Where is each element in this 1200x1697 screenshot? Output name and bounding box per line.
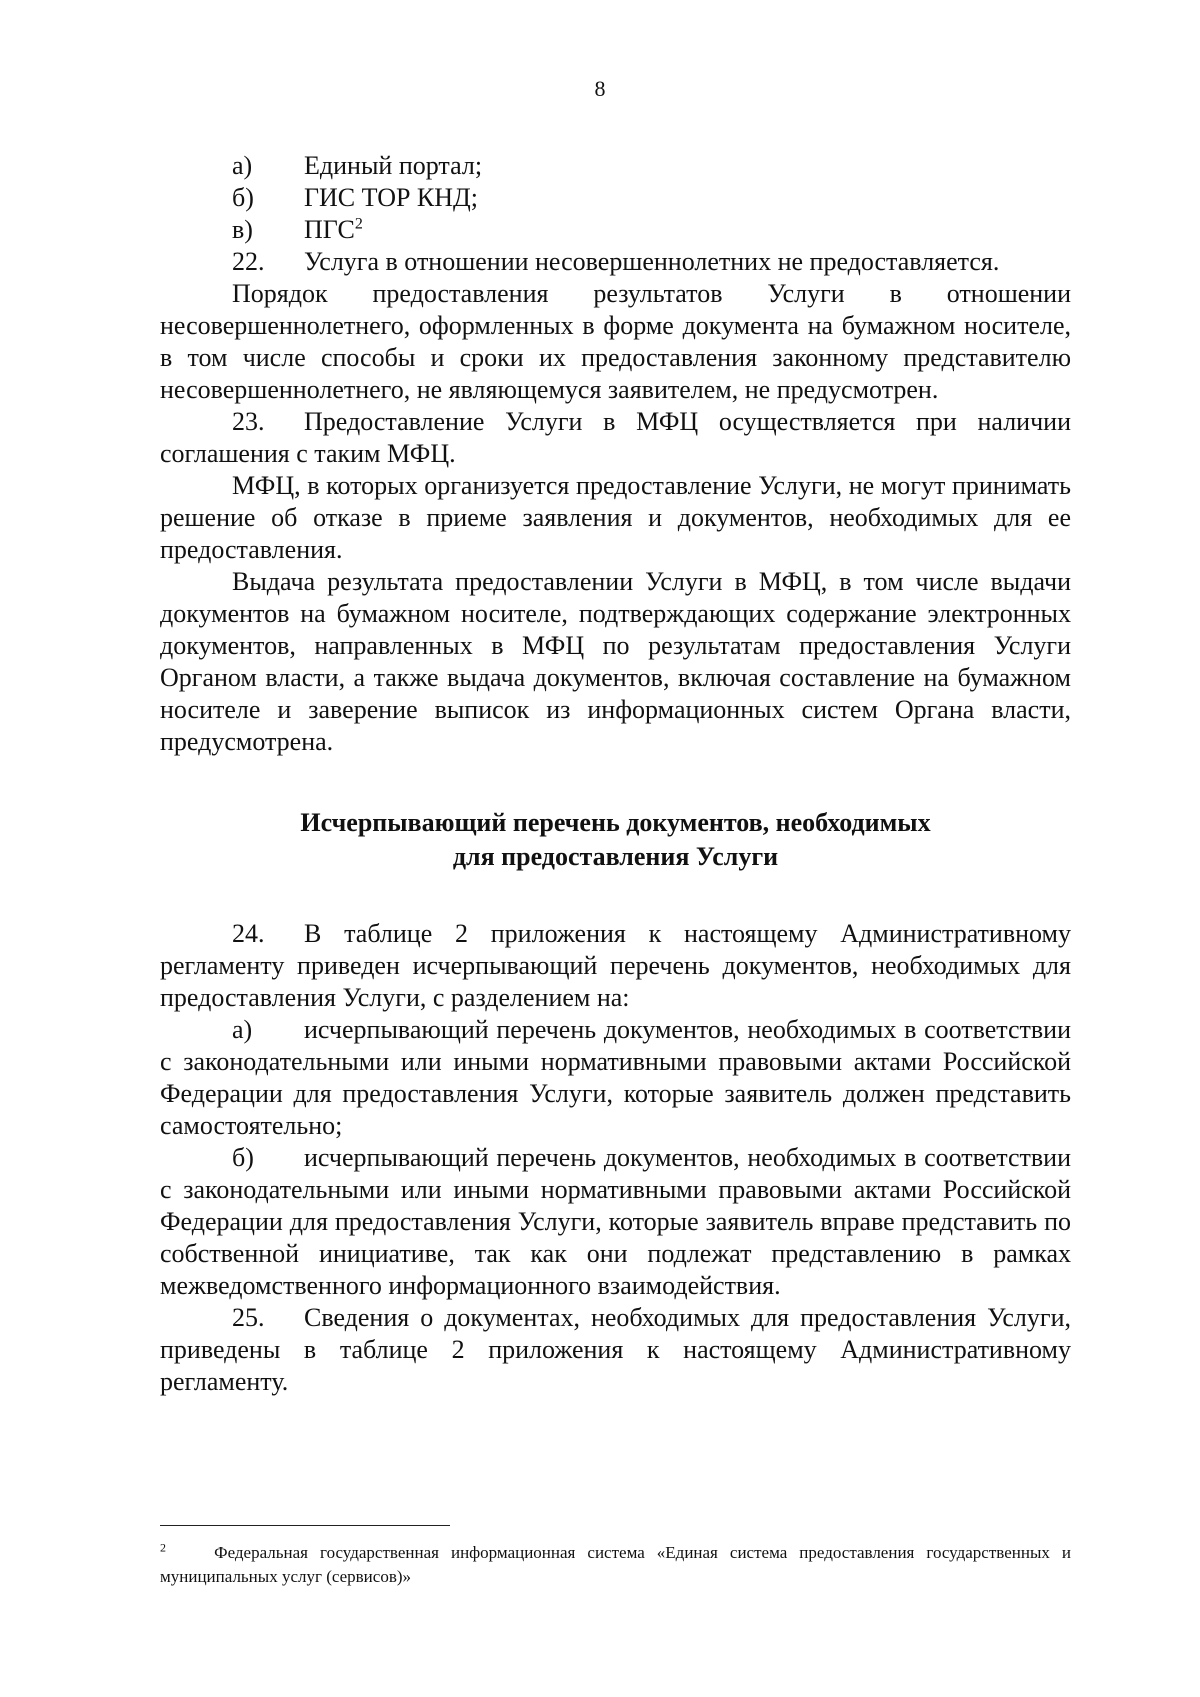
paragraph-text: Сведения о документах, необходимых для предоставления Услуги, приведены в таблице 2 приложения к настоящему Административному регламенту. [160, 1303, 1071, 1396]
list-marker: а) [232, 151, 253, 180]
list-item [232, 214, 1071, 246]
paragraph-25 [160, 1302, 1071, 1398]
paragraph-23-issuance: Выдача результата предоставлении Услуги в МФЦ, в том числе выдачи документов на бумажном носителе, подтверждающих содержание электронных документов, направленных в МФЦ по результатам предоставления Услуги Органом власти, а также выдача документов, включая составление на бумажном носителе и заверение выписок из информационных систем Органа власти, предусмотрена. [160, 567, 1071, 756]
paragraph-24-a [160, 1014, 1071, 1142]
paragraph-number: 22. [232, 247, 265, 276]
paragraph-text: Услуга в отношении несовершеннолетних не предоставляется. [304, 247, 1000, 276]
paragraph-23 [160, 406, 1071, 470]
paragraph-text: В таблице 2 приложения к настоящему Административному регламенту приведен исчерпывающий перечень документов, необходимых для предоставления Услуги, с разделением на: [160, 919, 1071, 1012]
list-text: ГИС ТОР КНД; [304, 183, 479, 212]
paragraph-number: 23. [232, 407, 265, 436]
footnote-text: Федеральная государственная информационная система «Единая система предоставления государственных и муниципальных услуг (сервисов)» [160, 1543, 1072, 1586]
channel-list [160, 150, 1071, 246]
paragraph-number: 24. [232, 919, 265, 948]
heading-line-2: для предоставления Услуги [452, 842, 779, 871]
paragraph-24 [160, 918, 1071, 1014]
list-text: ПГС [304, 215, 355, 244]
list-marker: б) [232, 1143, 254, 1172]
paragraph-text: Предоставление Услуги в МФЦ осуществляется при наличии соглашения с таким МФЦ. [160, 407, 1071, 468]
section-heading [160, 806, 1071, 874]
page-number: 8 [594, 76, 606, 101]
paragraph-22 [160, 246, 1071, 278]
footnote [160, 1541, 1071, 1589]
list-marker: б) [232, 183, 254, 212]
paragraph-24-b [160, 1142, 1071, 1302]
paragraph-23-mfc: МФЦ, в которых организуется предоставление Услуги, не могут принимать решение об отказе в приеме заявления и документов, необходимых для ее предоставления. [160, 471, 1071, 564]
list-marker: а) [232, 1015, 253, 1044]
heading-line-1: Исчерпывающий перечень документов, необходимых [300, 808, 931, 837]
list-text: Единый портал; [304, 151, 483, 180]
footnote-divider [160, 1525, 450, 1526]
paragraph-22-continuation: Порядок предоставления результатов Услуги в отношении несовершеннолетнего, оформленных в форме документа на бумажном носителе, в том числе способы и сроки их предоставления законному представителю несовершеннолетнего, не являющемуся заявителем, не предусмотрен. [160, 279, 1071, 404]
paragraph-number: 25. [232, 1303, 265, 1332]
paragraph-text: исчерпывающий перечень документов, необходимых в соответствии с законодательными или иными нормативными правовыми актами Российской Федерации для предоставления Услуги, которые заявитель должен представить самостоятельно; [160, 1015, 1071, 1140]
paragraph-text: исчерпывающий перечень документов, необходимых в соответствии с законодательными или иными нормативными правовыми актами Российской Федерации для предоставления Услуги, которые заявитель вправе представить по собственной инициативе, так как они подлежат представлению в рамках межведомственного информационного взаимодействия. [160, 1143, 1071, 1300]
list-item [232, 182, 1071, 214]
footnote-mark: 2 [160, 1540, 166, 1555]
list-item [232, 150, 1071, 182]
list-marker: в) [232, 215, 253, 244]
document-body [160, 150, 1071, 1398]
footnote-ref[interactable]: 2 [354, 215, 363, 233]
